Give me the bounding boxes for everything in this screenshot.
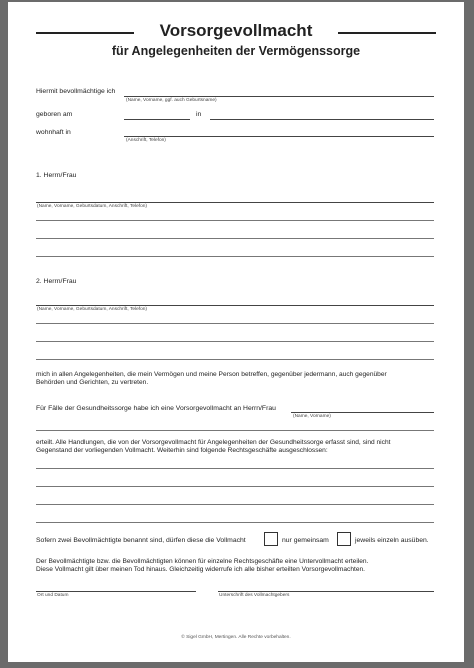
agent1-line-3[interactable] — [36, 238, 434, 239]
excluded-line-4[interactable] — [36, 522, 434, 523]
jointly-checkbox[interactable] — [264, 532, 278, 546]
agent2-line-2[interactable] — [36, 323, 434, 324]
closing-text — [36, 558, 446, 574]
health-agent-line[interactable] — [291, 412, 434, 413]
individually-label: jeweils einzeln ausüben. — [355, 537, 429, 544]
health-text-line-1: erteilt. Alle Handlungen, die von der Vorsorgevollmacht für Angelegenheiten der Gesundheitssorge erfasst sind, sind nicht — [36, 439, 391, 446]
agent2-line-4[interactable] — [36, 359, 434, 360]
agent1-line-1[interactable] — [36, 202, 434, 203]
agent2-hint: (Name, Vorname, Geburtsdatum, Anschrift, Telefon) — [37, 307, 148, 312]
birthplace-line[interactable] — [210, 119, 434, 120]
resident-label: wohnhaft in — [36, 129, 71, 136]
individually-checkbox[interactable] — [337, 532, 351, 546]
agent2-line-3[interactable] — [36, 341, 434, 342]
closing-line-1: Der Bevollmächtigte bzw. die Bevollmächtigten können für einzelne Rechtsgeschäfte eine Untervollmacht erteilen. — [36, 558, 369, 565]
birthplace-label: in — [196, 111, 202, 118]
form-page — [8, 2, 464, 662]
copyright-notice: © Sigel GmbH, Mertingen. Alle Rechte vorbehalten. — [181, 635, 291, 640]
agent1-hint: (Name, Vorname, Geburtsdatum, Anschrift, Telefon) — [37, 204, 148, 209]
birth-date-line[interactable] — [124, 119, 190, 120]
address-hint: (Anschrift, Telefon) — [126, 138, 166, 143]
agent1-line-2[interactable] — [36, 220, 434, 221]
principal-name-line[interactable] — [124, 96, 434, 97]
principal-label: Hiermit bevollmächtige ich — [36, 88, 116, 95]
principal-name-hint: (Name, Vorname, ggf. auch Geburtsname) — [126, 98, 217, 103]
closing-line-2: Diese Vollmacht gilt über meinen Tod hinaus. Gleichzeitig widerrufe ich alle bisher erteilten Vorsorgevollmachten. — [36, 566, 366, 574]
form-subtitle: für Angelegenheiten der Vermögenssorge — [111, 44, 361, 58]
place-date-line[interactable] — [36, 591, 196, 592]
agent2-label: 2. Herrn/Frau — [36, 278, 77, 285]
excluded-line-1[interactable] — [36, 468, 434, 469]
form-title: Vorsorgevollmacht — [159, 21, 313, 40]
excluded-line-2[interactable] — [36, 486, 434, 487]
health-text-line-2: Gegenstand der vorliegenden Vollmacht. Weiterhin sind folgende Rechtsgeschäfte ausgeschlossen: — [36, 447, 328, 455]
two-agents-text: Sofern zwei Bevollmächtigte benannt sind, dürfen diese die Vollmacht — [36, 537, 246, 544]
scope-line-2: Behörden und Gerichten, zu vertreten. — [36, 379, 149, 387]
health-extra-line[interactable] — [36, 430, 434, 431]
scope-line-1: mich in allen Angelegenheiten, die mein Vermögen und meine Person betreffen, gegenüber jedermann, auch gegenüber — [36, 371, 387, 378]
excluded-line-3[interactable] — [36, 504, 434, 505]
address-line[interactable] — [124, 136, 434, 137]
health-agent-hint: (Name, Vorname) — [293, 414, 331, 419]
place-date-label: Ort und Datum — [37, 593, 69, 598]
agent2-line-1[interactable] — [36, 305, 434, 306]
health-text — [36, 439, 446, 455]
jointly-label: nur gemeinsam — [282, 537, 329, 544]
health-label: Für Fälle der Gesundheitssorge habe ich eine Vorsorgevollmacht an Herrn/Frau — [36, 405, 276, 412]
signature-line[interactable] — [218, 591, 434, 592]
born-label: geboren am — [36, 111, 73, 118]
scope-text — [36, 371, 446, 387]
agent1-label: 1. Herrn/Frau — [36, 172, 77, 179]
agent1-line-4[interactable] — [36, 256, 434, 257]
signature-label: Unterschrift des Vollmachtgebers — [219, 593, 290, 598]
